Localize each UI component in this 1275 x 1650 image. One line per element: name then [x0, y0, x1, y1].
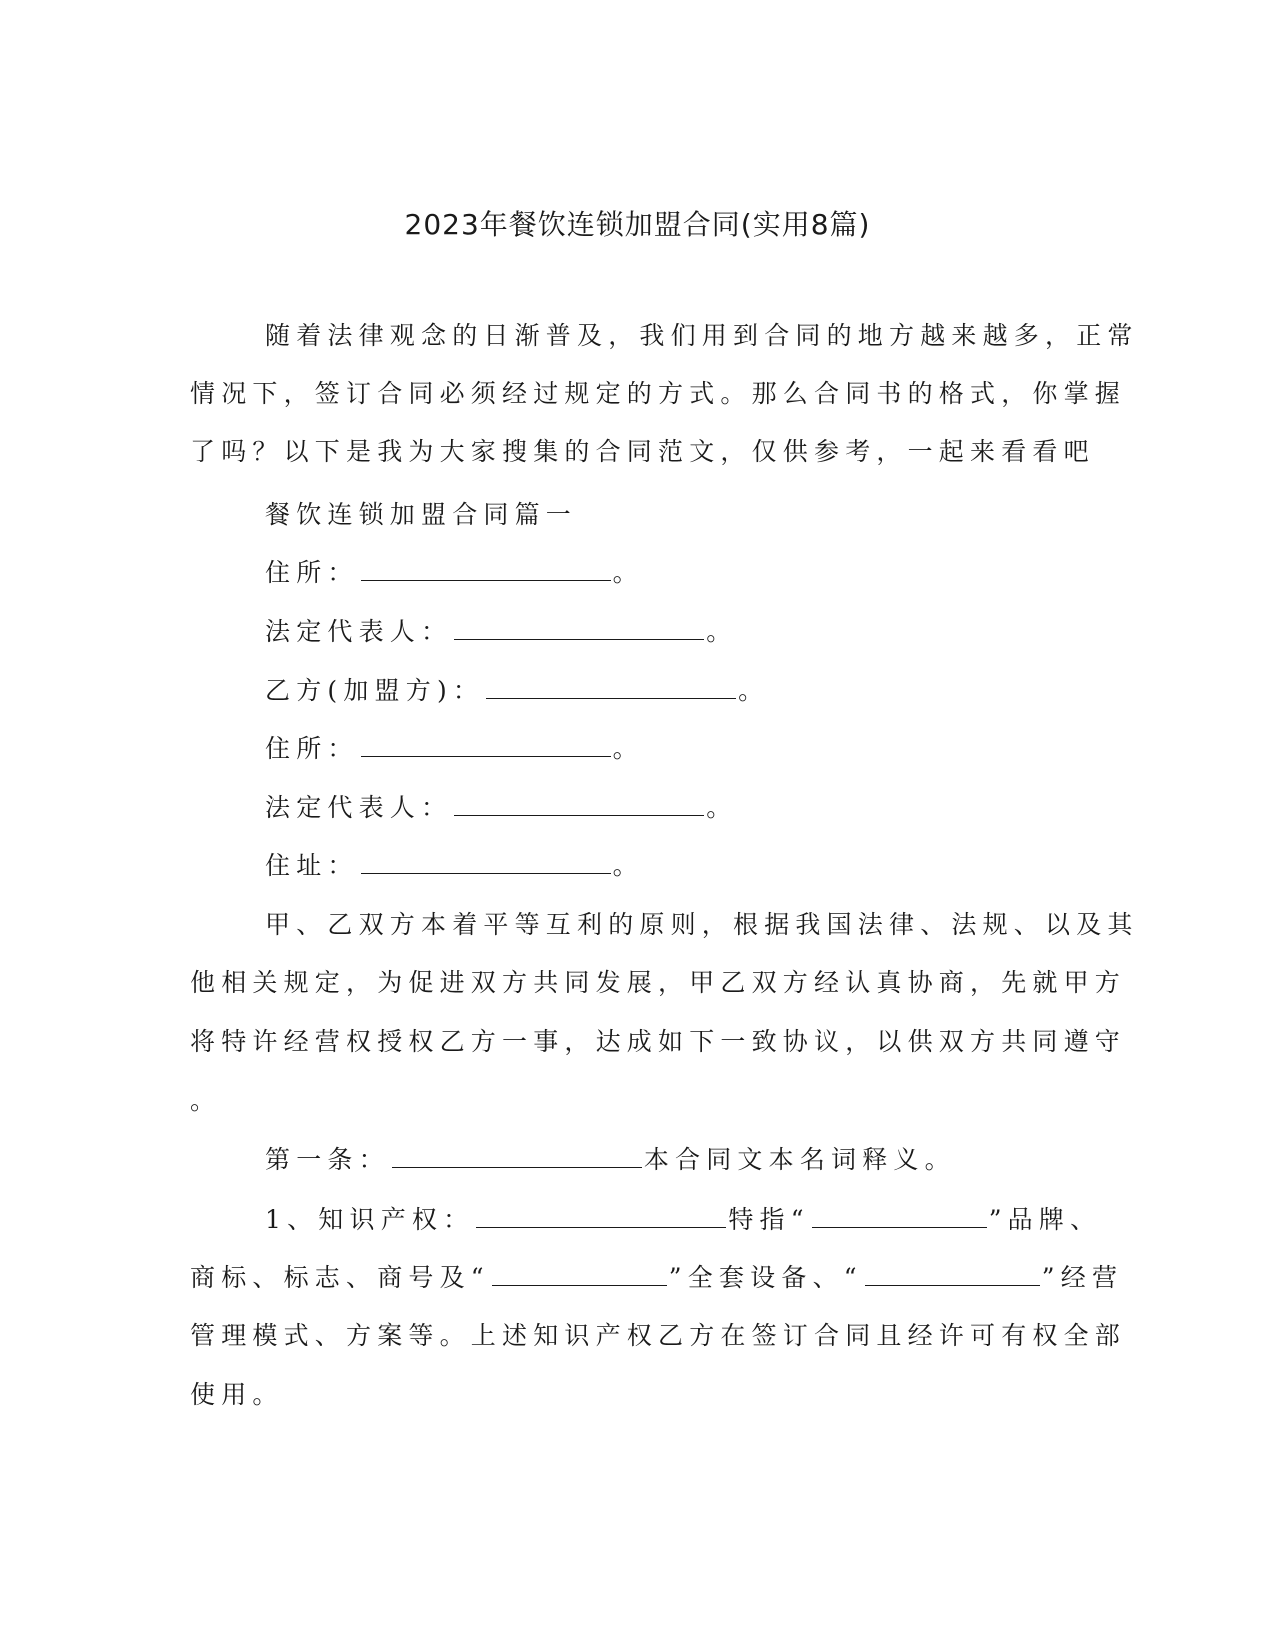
- ip-text: 商标、标志、商号及“: [190, 1263, 490, 1292]
- blank-line: [492, 1259, 667, 1286]
- blank-line: [454, 613, 704, 640]
- page-title: 2023年餐饮连锁加盟合同(实用8篇): [404, 208, 871, 241]
- blank-line: [865, 1259, 1040, 1286]
- field-label: 住所：: [265, 734, 359, 763]
- field-legal-rep-2: [265, 788, 1165, 828]
- ip-clause-line-4: 使用。: [190, 1380, 284, 1409]
- field-legal-rep-1: [265, 612, 1165, 652]
- blank-line: [454, 789, 704, 816]
- ip-text: 特指“: [728, 1205, 810, 1234]
- period: 。: [706, 793, 738, 822]
- intro-line-3: 了吗？以下是我为大家搜集的合同范文，仅供参考，一起来看看吧: [190, 437, 1095, 466]
- article-suffix: 本合同文本名词释义。: [643, 1145, 956, 1174]
- blank-line: [361, 554, 611, 581]
- blank-line: [392, 1141, 642, 1168]
- ip-clause-line-1: [265, 1200, 1165, 1240]
- ip-text: ”品牌、: [988, 1205, 1102, 1234]
- field-label: 乙方(加盟方)：: [265, 676, 485, 705]
- blank-line: [361, 730, 611, 757]
- field-label: 住址：: [265, 851, 359, 880]
- agreement-line-1: 甲、乙双方本着平等互利的原则，根据我国法律、法规、以及其: [265, 910, 1139, 939]
- field-party-b: [265, 671, 1165, 711]
- ip-text: ”全套设备、“: [668, 1263, 863, 1292]
- field-label: 法定代表人：: [265, 793, 453, 822]
- agreement-line-2: 他相关规定，为促进双方共同发展，甲乙双方经认真协商，先就甲方: [190, 968, 1127, 997]
- blank-line: [361, 847, 611, 874]
- blank-line: [476, 1201, 726, 1228]
- period: 。: [612, 851, 644, 880]
- ip-text: ”经营: [1041, 1263, 1124, 1292]
- field-address-1: [265, 553, 1165, 593]
- ip-label: 1、知识产权：: [265, 1205, 475, 1234]
- period: 。: [706, 617, 738, 646]
- intro-line-2: 情况下，签订合同必须经过规定的方式。那么合同书的格式，你掌握: [190, 379, 1127, 408]
- field-label: 住所：: [265, 558, 359, 587]
- agreement-line-4: 。: [190, 1086, 222, 1115]
- article-1: [265, 1140, 1165, 1180]
- ip-clause-line-3: 管理模式、方案等。上述知识产权乙方在签订合同且经许可有权全部: [190, 1321, 1127, 1350]
- period: 。: [612, 558, 644, 587]
- blank-line: [486, 672, 736, 699]
- field-address-2: [265, 729, 1165, 769]
- article-prefix: 第一条：: [265, 1145, 390, 1174]
- period: 。: [738, 676, 770, 705]
- period: 。: [612, 734, 644, 763]
- agreement-line-3: 将特许经营权授权乙方一事，达成如下一致协议，以供双方共同遵守: [190, 1027, 1127, 1056]
- field-label: 法定代表人：: [265, 617, 453, 646]
- blank-line: [812, 1201, 987, 1228]
- field-residence: [265, 846, 1165, 886]
- ip-clause-line-2: [190, 1258, 1124, 1298]
- section-heading: 餐饮连锁加盟合同篇一: [265, 500, 578, 529]
- intro-line-1: 随着法律观念的日渐普及，我们用到合同的地方越来越多，正常: [265, 321, 1139, 350]
